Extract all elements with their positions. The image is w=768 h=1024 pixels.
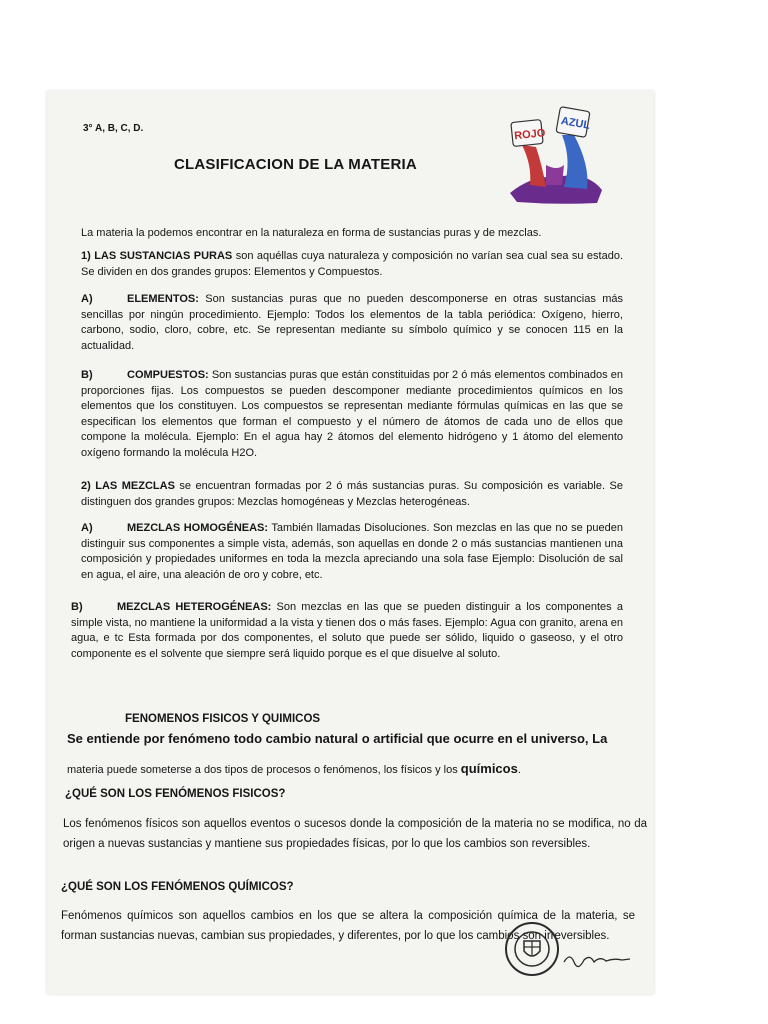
document-page xyxy=(47,91,654,994)
item-text: Son sustancias puras que están constituidas por 2 ó más elementos combinados en proporciones fijas. Los compuestos se pueden descomponer mediante procedimientos químicos en los elementos que los constituyen. Los compuestos se representan mediante fórmulas químicas en las que se especifican los elementos que forman el compuesto y el número de átomos de cada uno de ellos que compone la molécula. Ejemplo: En el agua hay 2 átomos del elemento hidrógeno y 1 átomo del elemento oxígeno formando la molécula H2O. xyxy=(81,369,623,459)
svg-text:AZUL: AZUL xyxy=(559,114,591,132)
section-text: se encuentran formadas por 2 ó más sustancias puras. Su composición es variable. Se distinguen dos grandes grupos: Mezclas homogéneas y Mezclas heterogéneas. xyxy=(81,480,623,508)
item-letter: A) xyxy=(81,293,93,305)
item-letter: B) xyxy=(81,369,93,381)
section-mezclas xyxy=(81,479,623,510)
school-stamp-icon xyxy=(504,921,560,977)
chemistry-beakers-logo-icon xyxy=(502,105,612,205)
intro-text: La materia la podemos encontrar en la naturaleza en forma de sustancias puras y de mezclas. xyxy=(81,227,542,239)
fenomenos-title: FENOMENOS FISICOS Y QUIMICOS xyxy=(125,713,321,725)
grade-header: 3° A, B, C, D. xyxy=(83,123,144,134)
item-elementos xyxy=(81,292,623,354)
item-letter: B) xyxy=(71,601,83,613)
intro-line2-text: materia puede someterse a dos tipos de procesos o fenómenos, los físicos y los xyxy=(67,764,461,776)
item-compuestos xyxy=(81,368,623,462)
item-heading: MEZCLAS HETEROGÉNEAS: xyxy=(117,601,272,613)
answer-fisicos: Los fenómenos físicos son aquellos eventos o sucesos donde la composición de la materia no se modifica, no da origen a nuevas sustancias y mantiene sus propiedades físicas, por lo que los cambios son reversibles. xyxy=(63,818,647,850)
fenomenos-intro-line1: Se entiende por fenómeno todo cambio natural o artificial que ocurre en el universo, La xyxy=(67,731,608,746)
question-quimicos: ¿QUÉ SON LOS FENÓMENOS QUÍMICOS? xyxy=(61,881,294,893)
item-text: Son mezclas en las que se pueden distinguir a los componentes a simple vista, no mantiene la uniformidad a la vista y tienen dos o más fases. Ejemplo: Agua con granito, arena en agua, e tc Esta formada por dos componentes, el soluto que puede ser sólido, liquido o gaseoso, y el otro componente es el solvente que siempre será liquido porque es el que disuelve al soluto. xyxy=(71,601,623,660)
item-mezclas-homogeneas xyxy=(81,521,623,583)
page-title: CLASIFICACION DE LA MATERIA xyxy=(174,156,417,173)
question-fisicos: ¿QUÉ SON LOS FENÓMENOS FISICOS? xyxy=(65,788,286,800)
item-heading: COMPUESTOS: xyxy=(127,369,209,381)
item-text: También llamadas Disoluciones. Son mezclas en las que no se pueden distinguir sus componentes a simple vista, además, son aquellas en donde 2 o más sustancias mantienen una composición y propiedades uniformes en toda la mezcla apreciando una sola fase Ejemplo: Disolución de sal en agua, el aire, una aleación de oro y cobre, etc. xyxy=(81,522,623,581)
handwritten-signature-icon xyxy=(562,948,632,968)
fenomenos-intro-line2 xyxy=(67,761,652,779)
item-text: Son sustancias puras que no pueden descomponerse en otras sustancias más sencillas por ningún procedimiento. Ejemplo: Todos los elementos de la tabla periódica: Oxígeno, hierro, carbono, sodio, cloro, cobre, etc. Se representan mediante su símbolo químico y se conocen 115 en la actualidad. xyxy=(81,293,623,352)
section-sustancias-puras xyxy=(81,249,623,280)
item-heading: ELEMENTOS: xyxy=(127,293,199,305)
intro-line2-emphasis: químicos xyxy=(460,761,518,776)
intro-line2-end: . xyxy=(517,764,521,776)
section-heading: 2) LAS MEZCLAS xyxy=(81,480,175,492)
answer-quimicos: Fenómenos químicos son aquellos cambios en los que se altera la composición química de la materia, se forman sustancias nuevas, cambian sus propiedades, y diferentes, por lo que los cambios son irreversibles. xyxy=(61,910,635,942)
item-letter: A) xyxy=(81,522,93,534)
section-text: son aquéllas cuya naturaleza y composición no varían sea cual sea su estado. Se dividen en dos grandes grupos: Elementos y Compuestos. xyxy=(81,250,623,278)
section-heading: 1) LAS SUSTANCIAS PURAS xyxy=(81,250,233,262)
item-mezclas-heterogeneas xyxy=(71,600,623,662)
item-heading: MEZCLAS HOMOGÉNEAS: xyxy=(127,522,269,534)
svg-text:ROJO: ROJO xyxy=(513,127,546,143)
